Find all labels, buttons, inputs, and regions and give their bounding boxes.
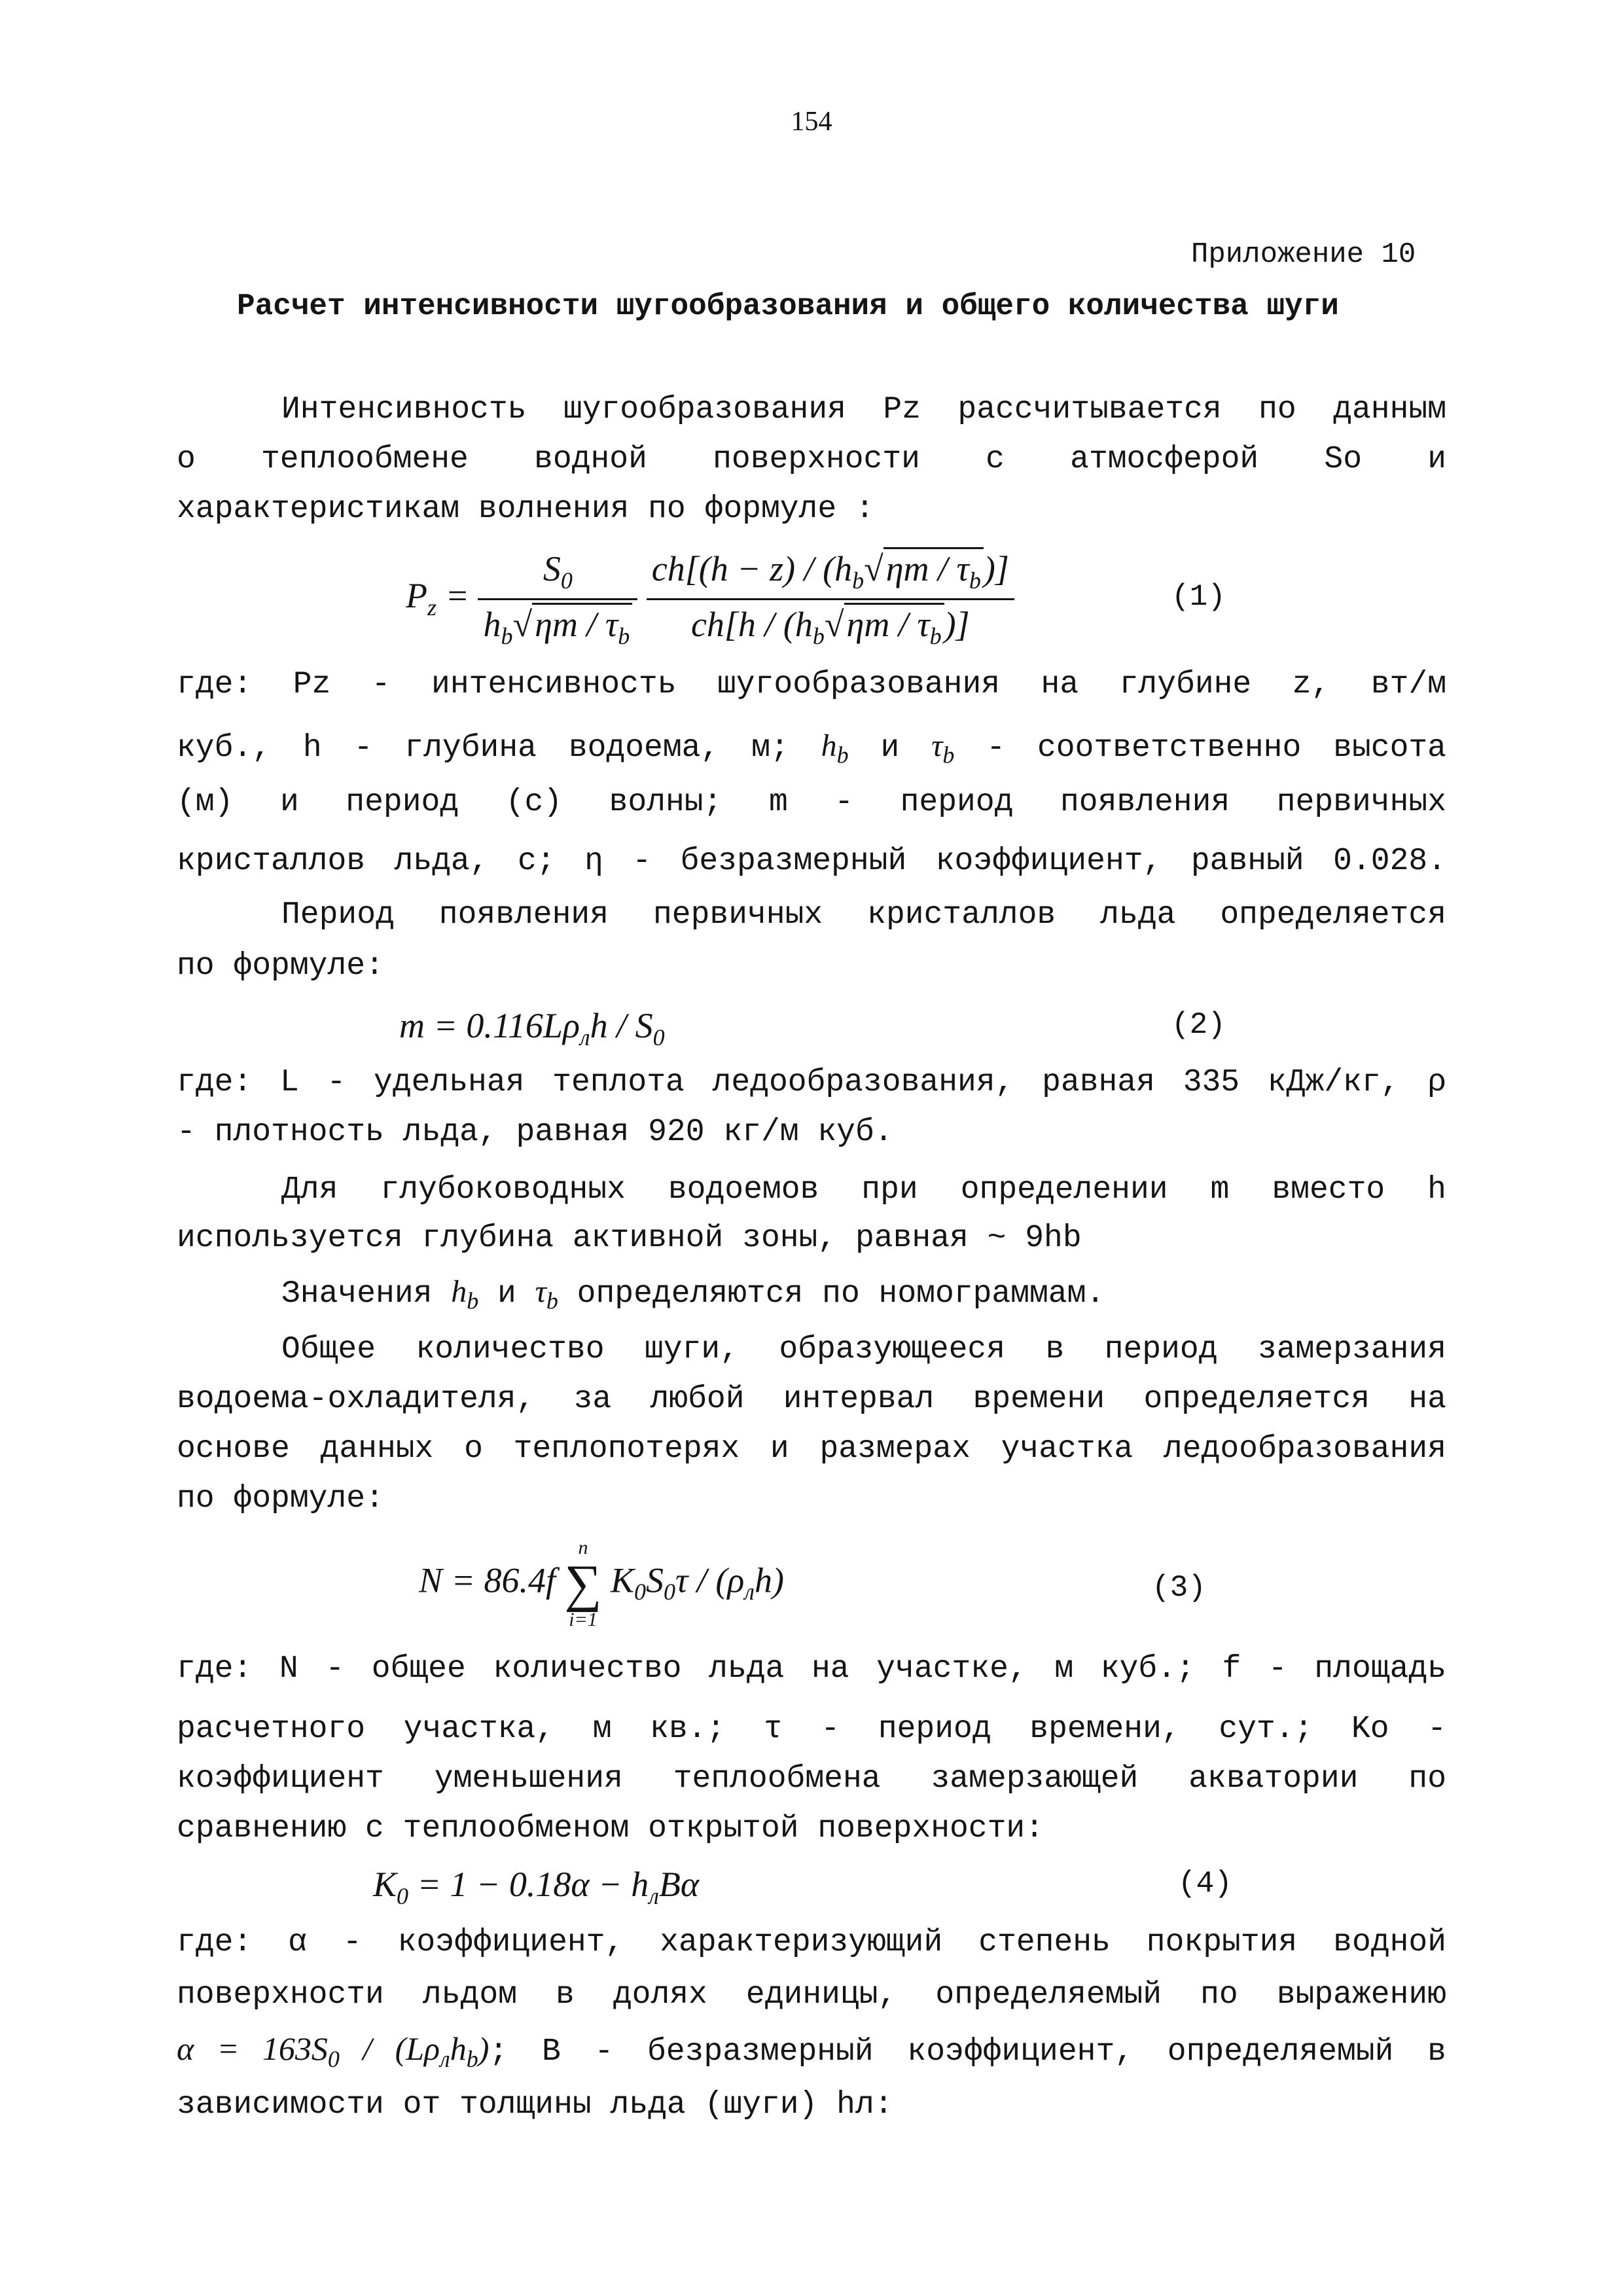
text-line: Интенсивность шугообразования Pz рассчитывается по данным [281,392,1446,427]
text-line: куб., h - глубина водоема, м; $h_b$ и $\tau_b$ - соответственно высота [177,728,1446,768]
text-line: о теплообмене водной поверхности с атмосферой So и [177,442,1446,477]
text-line: поверхности льдом в долях единицы, определяемый по выражению [177,1977,1446,2013]
text-line: по формуле: [177,948,384,984]
formula-1-fraction-a: $\frac{S_0}{h_b√\eta m / \tau_b}$ [478,548,637,650]
text-line: Общее количество шуги, образующееся в период замерзания [281,1332,1446,1367]
formula-2: $m = 0.116L\rho_лh / S_0$ [399,1006,665,1050]
text-line: $\alpha = 163S_0 / (L\rho_лh_b)$; B - безразмерный коэффициент, определяемый в [177,2030,1446,2072]
text-line: расчетного участка, м кв.; τ - период времени, сут.; Ko - [177,1712,1446,1747]
text-line: Период появления первичных кристаллов льда определяется [281,897,1446,933]
text-line: кристаллов льда, с; η - безразмерный коэффициент, равный 0.028. [177,844,1446,879]
text-line: (м) и период (с) волны; m - период появления первичных [177,785,1446,820]
text-line: где: α - коэффициент, характеризующий степень покрытия водной [177,1925,1446,1960]
text-line: по формуле: [177,1481,384,1516]
appendix-label: Приложение 10 [1191,238,1416,271]
text-line: основе данных о теплопотерях и размерах участка ледообразования [177,1431,1446,1467]
equation-number-4: (4) [1178,1867,1232,1901]
text-line: используется глубина активной зоны, равная ~ 9hb [177,1221,1082,1256]
text-line: характеристикам волнения по формуле : [177,492,874,527]
text-line: зависимости от толщины льда (шуги) hл: [177,2087,893,2123]
text-line: водоема-охладителя, за любой интервал времени определяется на [177,1382,1446,1417]
text-line: где: L - удельная теплота ледообразования, равная 335 кДж/кг, ρ [177,1065,1446,1100]
text-line: сравнению с теплообменом открытой поверхности: [177,1811,1044,1846]
text-line: Для глубоководных водоемов при определении m вместо h [281,1172,1446,1208]
summation-symbol: n ∑ i=1 [564,1537,602,1630]
text-line: где: N - общее количество льда на участке, м куб.; f - площадь [177,1651,1446,1687]
text-line: где: Pz - интенсивность шугообразования на глубине z, вт/м [177,667,1446,702]
equation-number-3: (3) [1152,1571,1206,1605]
equation-number-1: (1) [1171,580,1226,614]
formula-1-fraction-b: $\frac{ch[(h - z) / (h_b√\eta m / \tau_b)]}{ch[h / (h_b√\eta m / \tau_b)]}$ [647,548,1014,650]
formula-4: $K_0 = 1 - 0.18\alpha - h_лB\alpha$ [373,1865,700,1909]
document-title: Расчет интенсивности шугообразования и общего количества шуги [237,289,1339,323]
page-number: 154 [791,107,832,137]
formula-1: $P_z$ = $\frac{S_0}{h_b√\eta m / \tau_b}$ $\frac{ch[(h - z) / (h_b√\eta m / \tau_b)]}{ch[h / (h_b√\eta m / \tau_b)]}$ [406,548,1014,650]
text-line: - плотность льда, равная 920 кг/м куб. [177,1115,893,1150]
text-line: Значения $h_b$ и $\tau_b$ определяются по номограммам. [281,1274,1105,1314]
formula-3: N = 86.4f n ∑ i=1 $K_0S_0\tau / (\rho_лh)$ [419,1537,784,1630]
text-line: коэффициент уменьшения теплообмена замерзающей акватории по [177,1761,1446,1797]
equation-number-2: (2) [1171,1008,1226,1042]
